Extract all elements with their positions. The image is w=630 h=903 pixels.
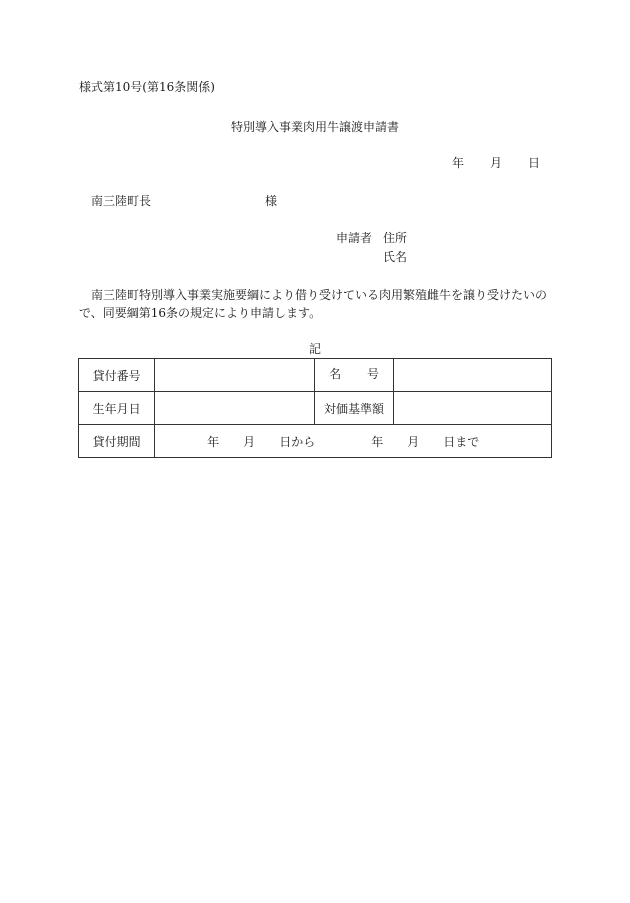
date-month: 月 <box>490 156 503 170</box>
period-to-month: 月 <box>407 434 420 449</box>
period-to-day: 日まで <box>443 434 480 449</box>
period-to-year: 年 <box>371 434 384 449</box>
price-standard-label: 対価基準額 <box>315 392 393 425</box>
form-number: 様式第10号(第16条関係) <box>79 80 215 94</box>
date-day: 日 <box>528 156 541 170</box>
table-row <box>79 392 552 425</box>
addressee-suffix: 様 <box>265 194 278 208</box>
table-row <box>79 359 552 392</box>
name-label: 氏名 <box>383 250 408 264</box>
period-from-month: 月 <box>243 434 256 449</box>
loan-number-label: 貸付番号 <box>79 359 155 392</box>
date-line <box>452 156 540 170</box>
detail-table <box>78 358 552 458</box>
table-row <box>79 425 552 458</box>
applicant-label: 申請者 <box>336 231 373 245</box>
birth-date-label: 生年月日 <box>79 392 155 425</box>
loan-period-value <box>155 425 552 458</box>
birth-date-value <box>155 392 315 425</box>
loan-number-value <box>155 359 315 392</box>
price-standard-value <box>393 392 551 425</box>
addressee-name: 南三陸町長 <box>91 194 152 208</box>
cattle-name-value <box>393 359 551 392</box>
period-from-year: 年 <box>207 434 220 449</box>
body-text: 南三陸町特別導入事業実施要綱により借り受けている肉用繁殖雌牛を譲り受けたいので、同要綱第16条の規定により申請します。 <box>79 288 548 320</box>
date-year: 年 <box>452 156 465 170</box>
period-from-day: 日から <box>279 434 316 449</box>
cattle-name-label <box>315 359 393 392</box>
record-label: 記 <box>308 342 321 356</box>
cattle-name-label-second: 号 <box>367 367 380 381</box>
loan-period-label: 貸付期間 <box>79 425 155 458</box>
document-title: 特別導入事業肉用牛譲渡申請書 <box>230 120 399 134</box>
body-paragraph <box>79 286 559 322</box>
address-label: 住所 <box>383 231 408 245</box>
cattle-name-label-first: 名 <box>329 367 342 381</box>
